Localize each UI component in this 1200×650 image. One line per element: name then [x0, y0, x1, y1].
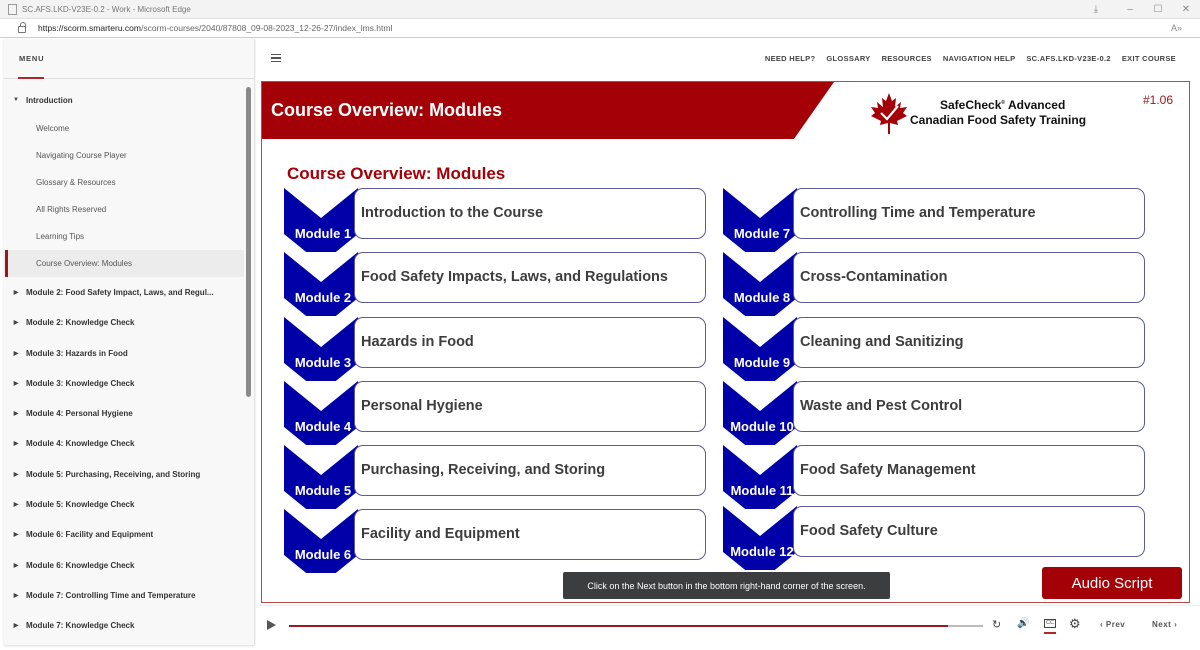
module-title: Personal Hygiene: [361, 398, 483, 414]
module-title-box: [793, 506, 1145, 557]
sidebar-item-label: Module 5: Knowledge Check: [26, 500, 135, 510]
sidebar-item[interactable]: [4, 169, 244, 196]
module-title-box: [354, 381, 706, 432]
caret-right-icon[interactable]: ▶: [13, 471, 19, 478]
module-title: Facility and Equipment: [361, 526, 520, 542]
module-chevron-icon: [284, 381, 358, 445]
menu-label: MENU: [19, 54, 45, 63]
minimize-button[interactable]: –: [1127, 4, 1133, 15]
sidebar-item[interactable]: [4, 368, 244, 398]
sidebar-item[interactable]: [4, 398, 244, 428]
sidebar-item[interactable]: [4, 115, 244, 142]
module-title: Food Safety Management: [800, 462, 976, 478]
module-title: Cleaning and Sanitizing: [800, 334, 964, 350]
module-label: Module 1: [294, 226, 352, 241]
read-aloud-icon[interactable]: A»: [1170, 23, 1182, 33]
module-label: Module 5: [294, 483, 352, 498]
module-title-box: [354, 317, 706, 368]
instruction-tooltip: Click on the Next button in the bottom right-hand corner of the screen.: [563, 572, 890, 599]
url-text[interactable]: [38, 23, 392, 33]
module-chevron-icon: [284, 509, 358, 573]
module-title: Hazards in Food: [361, 334, 474, 350]
module-title-box: [793, 188, 1145, 239]
module-title: Controlling Time and Temperature: [800, 205, 1036, 221]
sidebar-item-label: Module 4: Knowledge Check: [26, 439, 135, 449]
sidebar-menu: [4, 39, 255, 645]
module-title-box: [793, 252, 1145, 303]
prev-button[interactable]: ‹ Prev: [1100, 620, 1126, 629]
module-title: Waste and Pest Control: [800, 398, 963, 414]
player-controls: [256, 605, 1200, 645]
module-tile: [723, 252, 1147, 316]
module-title: Food Safety Impacts, Laws, and Regulations: [361, 269, 668, 285]
caret-down-icon[interactable]: ▼: [13, 97, 19, 104]
module-title: Food Safety Culture: [800, 523, 938, 539]
next-button[interactable]: Next ›: [1152, 620, 1178, 629]
sidebar-item-label: Module 3: Knowledge Check: [26, 378, 135, 388]
module-chevron-icon: [723, 506, 797, 570]
sidebar-item[interactable]: [4, 429, 244, 459]
module-label: Module 7: [733, 226, 791, 241]
caret-right-icon[interactable]: ▶: [13, 532, 19, 539]
menu-tab-underline: [18, 77, 44, 79]
module-label: Module 9: [733, 355, 791, 370]
sidebar-item-label: Module 3: Hazards in Food: [26, 348, 128, 358]
hamburger-menu-icon[interactable]: [271, 54, 281, 62]
closed-captions-button[interactable]: CC: [1044, 619, 1056, 628]
caret-right-icon[interactable]: ▶: [13, 562, 19, 569]
sidebar-item-label: Module 7: Controlling Time and Temperature: [26, 590, 196, 600]
module-chevron-icon: [723, 381, 797, 445]
sidebar-item[interactable]: [4, 308, 244, 338]
audio-script-button[interactable]: Audio Script: [1042, 567, 1182, 599]
module-tile: [284, 445, 708, 509]
sidebar-item[interactable]: [4, 196, 244, 223]
caret-right-icon[interactable]: ▶: [13, 320, 19, 327]
sidebar-item[interactable]: [4, 142, 244, 169]
sidebar-item-label: Glossary & Resources: [36, 178, 116, 188]
top-nav: [256, 39, 1200, 79]
url-path: /scorm-courses/2040/87808_09-08-2023_12-26-27/index_lms.html: [140, 23, 393, 33]
module-tile: [284, 317, 708, 381]
sidebar-item[interactable]: [4, 520, 244, 550]
sidebar-item-label: Module 6: Facility and Equipment: [26, 530, 154, 540]
module-label: Module 11: [730, 483, 794, 498]
module-title: Purchasing, Receiving, and Storing: [361, 462, 606, 478]
sidebar-item-label: All Rights Reserved: [36, 205, 107, 215]
banner-title: Course Overview: Modules: [271, 100, 503, 120]
sidebar-item[interactable]: [4, 550, 244, 580]
module-chevron-icon: [723, 252, 797, 316]
maple-leaf-icon: [868, 91, 910, 135]
module-chevron-icon: [284, 445, 358, 509]
navigation-help-link[interactable]: NAVIGATION HELP: [942, 54, 1016, 63]
logo-subtitle-line: Canadian Food Safety Training: [910, 113, 1087, 127]
sidebar-item-label: Welcome: [36, 124, 70, 134]
sidebar-item[interactable]: [4, 459, 244, 489]
module-label: Module 8: [733, 290, 791, 305]
module-chevron-icon: [723, 188, 797, 252]
module-title-box: [793, 317, 1145, 368]
module-label: Module 10: [730, 419, 794, 434]
module-chevron-icon: [723, 317, 797, 381]
module-tile: [284, 188, 708, 252]
sidebar-item[interactable]: [4, 277, 244, 307]
maximize-button[interactable]: ☐: [1153, 4, 1163, 15]
caret-right-icon[interactable]: ▶: [13, 380, 19, 387]
module-chevron-icon: [284, 188, 358, 252]
sidebar-scrollbar[interactable]: [246, 87, 251, 397]
lock-icon[interactable]: [18, 26, 26, 33]
module-title-box: [793, 381, 1145, 432]
sidebar-item[interactable]: [4, 489, 244, 519]
module-tile: [723, 445, 1147, 509]
module-tile: [723, 317, 1147, 381]
cc-active-indicator: [1044, 632, 1056, 634]
sidebar-item-label: Course Overview: Modules: [36, 259, 133, 269]
module-tile: [284, 252, 708, 316]
sidebar-item-label: Module 7: Knowledge Check: [26, 621, 135, 631]
module-label: Module 6: [294, 547, 352, 562]
exit-course-link[interactable]: EXIT COURSE: [1121, 54, 1176, 63]
window-controls: [1082, 0, 1200, 19]
sidebar-item-label: Module 5: Purchasing, Receiving, and Storing: [26, 469, 201, 479]
course-id-link[interactable]: SC.AFS.LKD-V23E-0.2: [1026, 54, 1111, 63]
module-chevron-icon: [723, 445, 797, 509]
sidebar-item-label: Learning Tips: [36, 232, 85, 242]
module-title: Introduction to the Course: [361, 205, 544, 221]
caret-right-icon[interactable]: ▶: [13, 441, 19, 448]
module-chevron-icon: [284, 317, 358, 381]
caret-right-icon[interactable]: ▶: [13, 502, 19, 509]
settings-gear-icon[interactable]: ⚙: [1069, 616, 1081, 631]
module-tile: [723, 506, 1147, 570]
sidebar-item[interactable]: [4, 85, 244, 115]
slide-number: #1.06: [1142, 93, 1173, 107]
logo-brand-line: SafeCheck® Advanced: [940, 98, 1066, 112]
sidebar-item-label: Introduction: [26, 95, 73, 105]
browser-titlebar: [0, 0, 1200, 19]
module-label: Module 2: [294, 290, 352, 305]
module-chevron-icon: [284, 252, 358, 316]
sidebar-item[interactable]: [4, 580, 244, 610]
need-help-link[interactable]: NEED HELP?: [764, 54, 816, 63]
slide-content: [261, 81, 1190, 603]
sidebar-item-label: Navigating Course Player: [36, 151, 127, 161]
module-tile: [723, 188, 1147, 252]
module-title-box: [354, 445, 706, 496]
module-label: Module 4: [294, 419, 352, 434]
url-host: https://scorm.smarteru.com: [38, 23, 141, 33]
play-icon[interactable]: [267, 620, 276, 630]
caret-right-icon[interactable]: ▶: [13, 350, 19, 357]
replay-icon[interactable]: ↻: [992, 619, 1002, 631]
caret-right-icon[interactable]: ▶: [13, 592, 19, 599]
progress-bar[interactable]: [289, 625, 983, 627]
menu-header: [4, 39, 254, 79]
sidebar-item-label: Module 2: Food Safety Impact, Laws, and Regul...: [26, 287, 214, 297]
module-label: Module 12: [730, 544, 794, 559]
nav-links: [765, 54, 1176, 63]
module-title-box: [354, 509, 706, 560]
caret-right-icon[interactable]: ▶: [13, 411, 19, 418]
glossary-link[interactable]: GLOSSARY: [826, 54, 871, 63]
module-label: Module 3: [294, 355, 352, 370]
module-tile: [723, 381, 1147, 445]
progress-fill: [289, 625, 948, 627]
caret-right-icon[interactable]: ▶: [13, 623, 19, 630]
safecheck-logo: [868, 91, 1108, 136]
window-title: SC.AFS.LKD-V23E-0.2 - Work - Microsoft Edge: [22, 4, 191, 14]
module-title-box: [793, 445, 1145, 496]
sidebar-item-label: Module 6: Knowledge Check: [26, 560, 135, 570]
sidebar-item[interactable]: [4, 338, 244, 368]
sidebar-item[interactable]: [4, 611, 244, 641]
resources-link[interactable]: RESOURCES: [881, 54, 932, 63]
download-icon[interactable]: ⤓: [1093, 4, 1099, 15]
sidebar-item[interactable]: [4, 223, 244, 250]
address-bar[interactable]: [0, 19, 1200, 38]
module-title: Cross-Contamination: [800, 269, 948, 285]
sidebar-item-label: Module 2: Knowledge Check: [26, 318, 135, 328]
module-title-box: [354, 188, 706, 239]
slide-subtitle: Course Overview: Modules: [287, 164, 506, 183]
volume-icon[interactable]: 🔊: [1017, 618, 1030, 629]
page-icon: [8, 4, 17, 15]
sidebar-item-label: Module 4: Personal Hygiene: [26, 409, 133, 419]
close-button[interactable]: ✕: [1181, 4, 1191, 15]
module-tile: [284, 381, 708, 445]
sidebar-item[interactable]: [4, 250, 244, 277]
caret-right-icon[interactable]: ▶: [13, 289, 19, 296]
module-title-box: [354, 252, 706, 303]
module-tile: [284, 509, 708, 573]
menu-list: [4, 85, 244, 641]
